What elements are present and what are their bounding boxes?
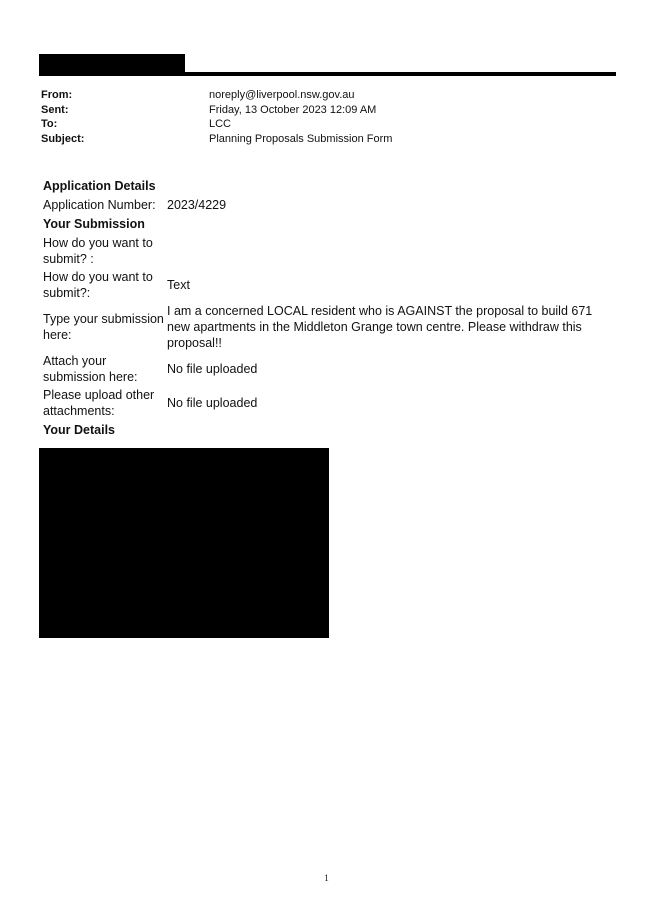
from-row — [41, 88, 601, 103]
to-label: To: — [41, 118, 58, 130]
page-number: 1 — [324, 873, 329, 883]
submit-method-label-2: How do you want to submit?: — [43, 270, 153, 300]
attach-submission-label: Attach your submission here: — [43, 354, 138, 384]
other-attachments-row — [43, 386, 613, 420]
submit-method-row-1 — [43, 234, 613, 268]
from-label: From: — [41, 89, 73, 101]
submit-method-value-2: Text — [167, 278, 190, 292]
application-number-value: 2023/4229 — [167, 198, 227, 212]
application-number-row — [43, 196, 613, 214]
application-number-label: Application Number: — [43, 198, 156, 212]
details-redaction-block — [39, 448, 329, 638]
attach-submission-row — [43, 352, 613, 386]
sent-value: Friday, 13 October 2023 12:09 AM — [209, 103, 377, 116]
from-value: noreply@liverpool.nsw.gov.au — [209, 89, 355, 101]
subject-row — [41, 132, 601, 147]
other-attachments-label: Please upload other attachments: — [43, 388, 155, 418]
subject-value: Planning Proposals Submission Form — [209, 132, 393, 145]
submit-method-row-2 — [43, 268, 613, 302]
your-details-heading-row — [43, 420, 613, 440]
application-details-heading: Application Details — [43, 179, 156, 193]
subject-label: Subject: — [41, 132, 85, 145]
attach-submission-value: No file uploaded — [167, 362, 258, 376]
header-rule — [39, 72, 616, 76]
other-attachments-value: No file uploaded — [167, 396, 258, 410]
type-submission-label: Type your submission here: — [43, 312, 164, 342]
your-submission-heading: Your Submission — [43, 217, 145, 231]
submit-method-value-1 — [167, 234, 613, 268]
your-details-heading: Your Details — [43, 423, 116, 437]
to-value: LCC — [209, 118, 232, 130]
submission-form-table — [43, 176, 613, 440]
type-submission-value: I am a concerned LOCAL resident who is AGAINST the proposal to build 671 new apartments in the Middleton Grange town centre. Please withdraw this proposal!! — [167, 304, 593, 350]
type-submission-row — [43, 302, 613, 352]
submit-method-label-1: How do you want to submit? : — [43, 236, 153, 266]
header-redaction-block — [39, 54, 185, 74]
email-header — [41, 88, 601, 146]
your-submission-heading-row — [43, 214, 613, 234]
application-details-heading-row — [43, 176, 613, 196]
sent-label: Sent: — [41, 103, 69, 116]
sent-row — [41, 103, 601, 118]
to-row — [41, 117, 601, 132]
